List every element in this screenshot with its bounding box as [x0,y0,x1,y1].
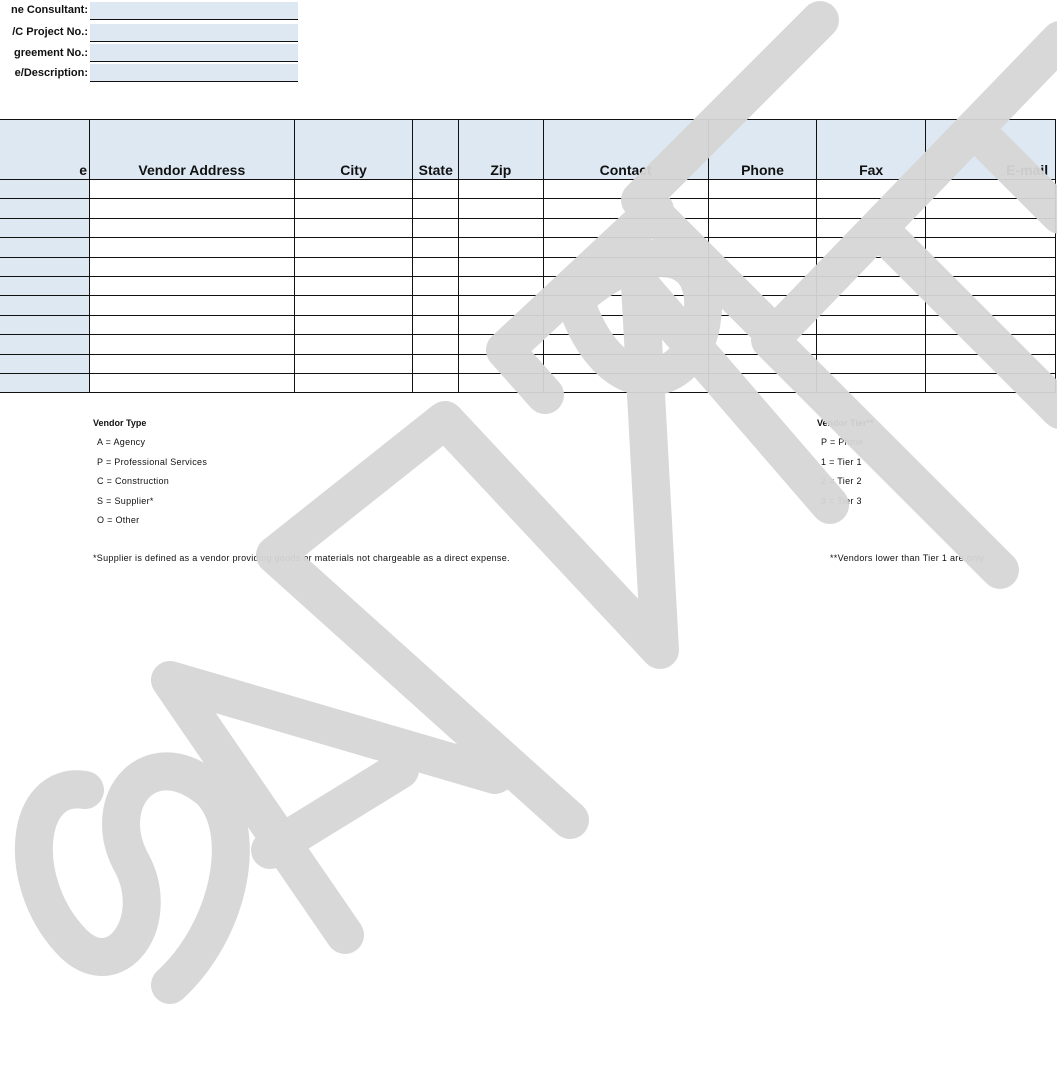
table-cell[interactable] [708,199,816,218]
table-row [0,199,1056,218]
table-row [0,354,1056,373]
table-cell[interactable] [817,257,926,276]
table-row [0,218,1056,237]
col-header-phone: Phone [708,120,816,180]
table-cell[interactable] [90,373,295,392]
col-header-city: City [294,120,413,180]
supplier-footnote: *Supplier is defined as a vendor providing goods or materials not chargeable as a direct expense. [93,553,510,563]
table-cell[interactable] [543,354,708,373]
vendor-tier-legend-title: Vendor Tier** [817,418,874,428]
table-row [0,335,1056,354]
table-cell[interactable] [708,296,816,315]
table-cell[interactable] [817,218,926,237]
table-cell[interactable] [459,257,543,276]
vendor-tier-item: 2 = Tier 2 [821,476,862,486]
col-header-state: State [413,120,459,180]
consultant-field[interactable] [90,2,298,20]
table-header-row [0,120,1056,180]
table-cell[interactable] [459,238,543,257]
table-cell[interactable] [413,373,459,392]
description-label: e/Description: [14,67,88,79]
table-cell[interactable] [817,296,926,315]
table-cell[interactable] [543,180,708,199]
vendor-table-body [0,180,1056,393]
table-cell[interactable] [294,296,413,315]
table-cell[interactable] [413,354,459,373]
table-cell[interactable] [926,180,1056,199]
table-cell[interactable] [0,218,90,237]
vendor-type-legend-title: Vendor Type [93,418,147,428]
table-cell[interactable] [817,238,926,257]
table-cell[interactable] [0,296,90,315]
table-cell[interactable] [0,257,90,276]
agreement-no-label: greement No.: [14,47,88,59]
table-cell[interactable] [0,180,90,199]
table-cell[interactable] [708,276,816,295]
table-cell[interactable] [543,296,708,315]
table-cell[interactable] [459,276,543,295]
table-cell[interactable] [294,354,413,373]
table-cell[interactable] [413,180,459,199]
table-cell[interactable] [413,315,459,334]
vendor-tier-item: P = Prime [821,437,864,447]
table-cell[interactable] [413,199,459,218]
table-cell[interactable] [817,276,926,295]
table-cell[interactable] [90,199,295,218]
vendor-tier-item: 3 = Tier 3 [821,496,862,506]
table-cell[interactable] [0,238,90,257]
table-cell[interactable] [708,354,816,373]
table-cell[interactable] [294,257,413,276]
watermark-letter-a [170,680,495,935]
table-cell[interactable] [459,296,543,315]
table-cell[interactable] [90,257,295,276]
table-cell[interactable] [0,199,90,218]
table-cell[interactable] [294,218,413,237]
table-cell[interactable] [294,180,413,199]
table-cell[interactable] [926,354,1056,373]
vendor-tier-item: 1 = Tier 1 [821,457,862,467]
table-row [0,238,1056,257]
consultant-label: ne Consultant: [11,4,88,16]
table-cell[interactable] [294,199,413,218]
table-cell[interactable] [817,199,926,218]
table-cell[interactable] [459,218,543,237]
table-cell[interactable] [543,257,708,276]
table-cell[interactable] [459,199,543,218]
table-cell[interactable] [926,199,1056,218]
table-cell[interactable] [543,315,708,334]
table-row [0,296,1056,315]
table-cell[interactable] [708,257,816,276]
table-cell[interactable] [294,373,413,392]
description-field[interactable] [90,64,298,82]
table-cell[interactable] [926,335,1056,354]
project-no-label: /C Project No.: [12,26,88,38]
table-cell[interactable] [413,276,459,295]
table-cell[interactable] [708,180,816,199]
table-cell[interactable] [543,218,708,237]
vendor-type-item: S = Supplier* [97,496,154,506]
table-cell[interactable] [413,257,459,276]
table-cell[interactable] [459,315,543,334]
table-row [0,276,1056,295]
table-cell[interactable] [0,373,90,392]
table-cell[interactable] [543,276,708,295]
table-cell[interactable] [817,315,926,334]
table-cell[interactable] [708,373,816,392]
table-cell[interactable] [90,180,295,199]
table-cell[interactable] [90,296,295,315]
agreement-no-field[interactable] [90,44,298,62]
table-cell[interactable] [708,335,816,354]
table-cell[interactable] [459,373,543,392]
table-cell[interactable] [0,315,90,334]
table-cell[interactable] [459,180,543,199]
table-cell[interactable] [817,180,926,199]
vendor-table [0,119,1056,393]
col-header-email: E-mail [926,120,1056,180]
table-cell[interactable] [90,354,295,373]
table-cell[interactable] [926,315,1056,334]
col-header-contact: Contact [543,120,708,180]
table-cell[interactable] [817,373,926,392]
table-cell[interactable] [90,335,295,354]
table-cell[interactable] [708,315,816,334]
table-cell[interactable] [708,238,816,257]
table-row [0,315,1056,334]
table-cell[interactable] [413,238,459,257]
table-cell[interactable] [459,354,543,373]
table-row [0,257,1056,276]
table-cell[interactable] [543,335,708,354]
table-cell[interactable] [90,315,295,334]
table-cell[interactable] [0,335,90,354]
col-header-zip: Zip [459,120,543,180]
col-header-fax: Fax [817,120,926,180]
watermark-letter-s [34,771,231,985]
table-cell[interactable] [413,335,459,354]
table-cell[interactable] [926,257,1056,276]
project-no-field[interactable] [90,24,298,42]
table-cell[interactable] [543,373,708,392]
table-cell[interactable] [817,335,926,354]
table-cell[interactable] [817,354,926,373]
table-cell[interactable] [543,238,708,257]
table-cell[interactable] [294,315,413,334]
table-cell[interactable] [90,276,295,295]
table-cell[interactable] [294,238,413,257]
table-cell[interactable] [90,218,295,237]
vendor-type-item: O = Other [97,515,140,525]
table-cell[interactable] [926,238,1056,257]
table-cell[interactable] [708,218,816,237]
vendor-type-item: A = Agency [97,437,146,447]
table-cell[interactable] [0,276,90,295]
table-cell[interactable] [926,296,1056,315]
table-cell[interactable] [926,276,1056,295]
tier-footnote: **Vendors lower than Tier 1 are only [830,553,985,563]
table-cell[interactable] [543,199,708,218]
table-cell[interactable] [926,218,1056,237]
table-cell[interactable] [926,373,1056,392]
table-cell[interactable] [294,335,413,354]
table-row [0,373,1056,392]
col-header-vendor-address: Vendor Address [90,120,295,180]
table-cell[interactable] [459,335,543,354]
vendor-type-item: P = Professional Services [97,457,208,467]
table-cell[interactable] [294,276,413,295]
vendor-type-item: C = Construction [97,476,170,486]
table-cell[interactable] [90,238,295,257]
col-header-vendor-name: e [0,120,90,180]
table-cell[interactable] [413,296,459,315]
table-cell[interactable] [413,218,459,237]
table-row [0,180,1056,199]
table-cell[interactable] [0,354,90,373]
